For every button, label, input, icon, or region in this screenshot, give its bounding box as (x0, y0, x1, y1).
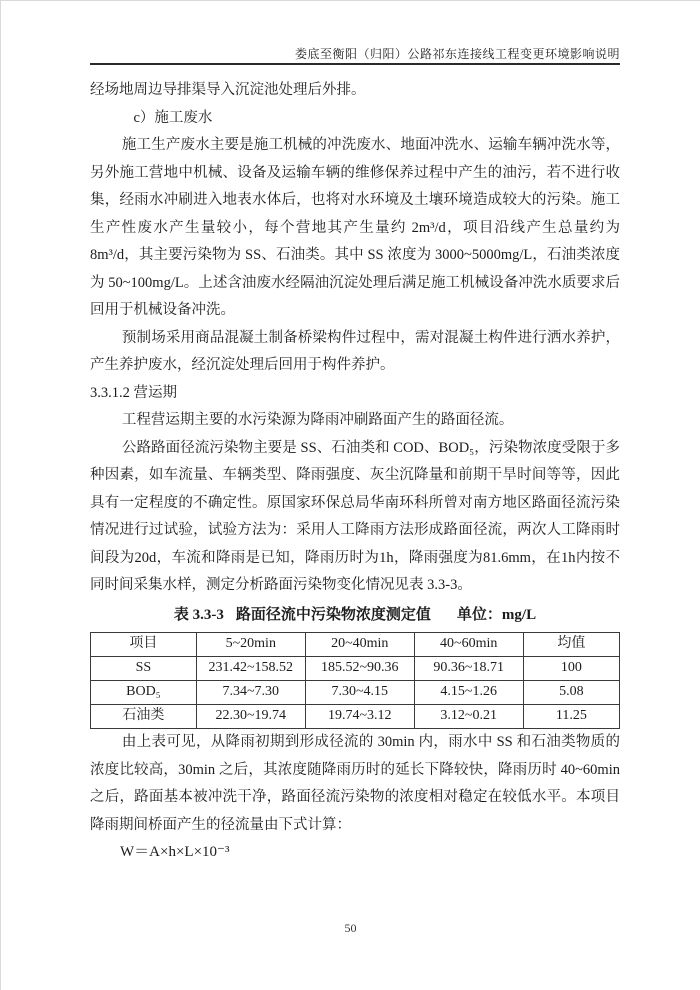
table-cell: 185.52~90.36 (305, 657, 414, 681)
table-cell: 11.25 (523, 705, 619, 729)
paragraph-construction-wastewater: 施工生产废水主要是施工机械的冲洗废水、地面冲洗水、运输车辆冲洗水等，另外施工营地中机械、设备及运输车辆的维修保养过程中产生的油污，若不进行收集，经雨水冲刷进入地表水体后，也将对水环境及土壤环境造成较大的污染。施工生产性废水产生量较小，每个营地其产生量约 2m³/d，项目沿线产生总量约为 8m³/d，其主要污染物为 SS、石油类。其中 SS 浓度为 3000~5000mg/L，石油类浓度为 50~100mg/L。上述含油废水经隔油沉淀处理后满足施工机械设备冲洗水质要求后回用于机械设备冲洗。 (90, 137, 620, 318)
running-title: 娄底至衡阳（归阳）公路祁东连接线工程变更环境影响说明 (294, 47, 620, 61)
table-cell: 石油类 (91, 705, 197, 729)
table-caption-label: 表 3.3-3 (173, 606, 224, 623)
page-header (90, 1, 620, 62)
table-cell: SS (91, 657, 197, 681)
table-header-cell: 40~60min (414, 633, 523, 657)
runoff-formula: W＝A×h×L×10⁻³ (120, 844, 230, 860)
table-cell: 4.15~1.26 (414, 681, 523, 705)
table-caption (90, 602, 620, 630)
table-header-cell: 20~40min (305, 633, 414, 657)
table-cell: 7.34~7.30 (196, 681, 305, 705)
table-cell: 5.08 (523, 681, 619, 705)
table-caption-unit: 单位：mg/L (456, 606, 537, 623)
paragraph-runoff-test: 公路路面径流污染物主要是 SS、石油类和 COD、BOD₅，污染物浓度受限于多种因素，如车流量、车辆类型、降雨强度、灰尘沉降量和前期干旱时间等等，因此具有一定程度的不确定性。原国家环保总局华南环科所曾对南方地区路面径流污染情况进行过试验，试验方法为：采用人工降雨方法形成路面径流，两次人工降雨时间段为20d，车流和降雨是已知，降雨历时为1h，降雨强度为81.6mm，在1h内按不同时间采集水样，测定分析路面污染物变化情况见表 3.3-3。 (90, 439, 620, 593)
table-cell: 100 (523, 657, 619, 681)
paragraph-site-drainage: 经场地周边导排渠导入沉淀池处理后外排。 (90, 82, 366, 98)
table-cell: 3.12~0.21 (414, 705, 523, 729)
table-header-cell: 项目 (91, 633, 197, 657)
paragraph-conclusion: 由上表可见，从降雨初期到形成径流的 30min 内，雨水中 SS 和石油类物质的浓度比较高，30min 之后，其浓度随降雨历时的延长下降较快，降雨历时 40~60min 之后，路面基本被冲洗干净，路面径流污染物的浓度相对稳定在较低水平。本项目降雨期间桥面产生的径流量由下式计算： (90, 734, 620, 833)
heading-construction-wastewater: c）施工废水 (133, 109, 213, 126)
table-cell: BOD₅ (91, 681, 197, 705)
table-cell: 19.74~3.12 (305, 705, 414, 729)
table-cell: 7.30~4.15 (305, 681, 414, 705)
table-row-bod5 (91, 681, 620, 705)
page-number: 50 (344, 921, 357, 935)
table-caption-title: 路面径流中污染物浓度测定值 (235, 606, 431, 623)
paragraph-operation-pollution-source: 工程营运期主要的水污染源为降雨冲刷路面产生的路面径流。 (121, 412, 514, 428)
table-header-cell: 均值 (523, 633, 619, 657)
table-header-row (91, 633, 620, 657)
table-cell: 22.30~19.74 (196, 705, 305, 729)
table-cell: 90.36~18.71 (414, 657, 523, 681)
table-cell: 231.42~158.52 (196, 657, 305, 681)
runoff-concentration-table (90, 632, 620, 729)
table-row-petroleum (91, 705, 620, 729)
heading-operation-period: 3.3.1.2 营运期 (90, 384, 177, 401)
page-content (90, 65, 620, 867)
paragraph-precast-curing: 预制场采用商品混凝土制备桥梁构件过程中，需对混凝土构件进行洒水养护，产生养护废水，经沉淀处理后回用于构件养护。 (90, 329, 620, 373)
table-row-ss (91, 657, 620, 681)
table-header-cell: 5~20min (196, 633, 305, 657)
